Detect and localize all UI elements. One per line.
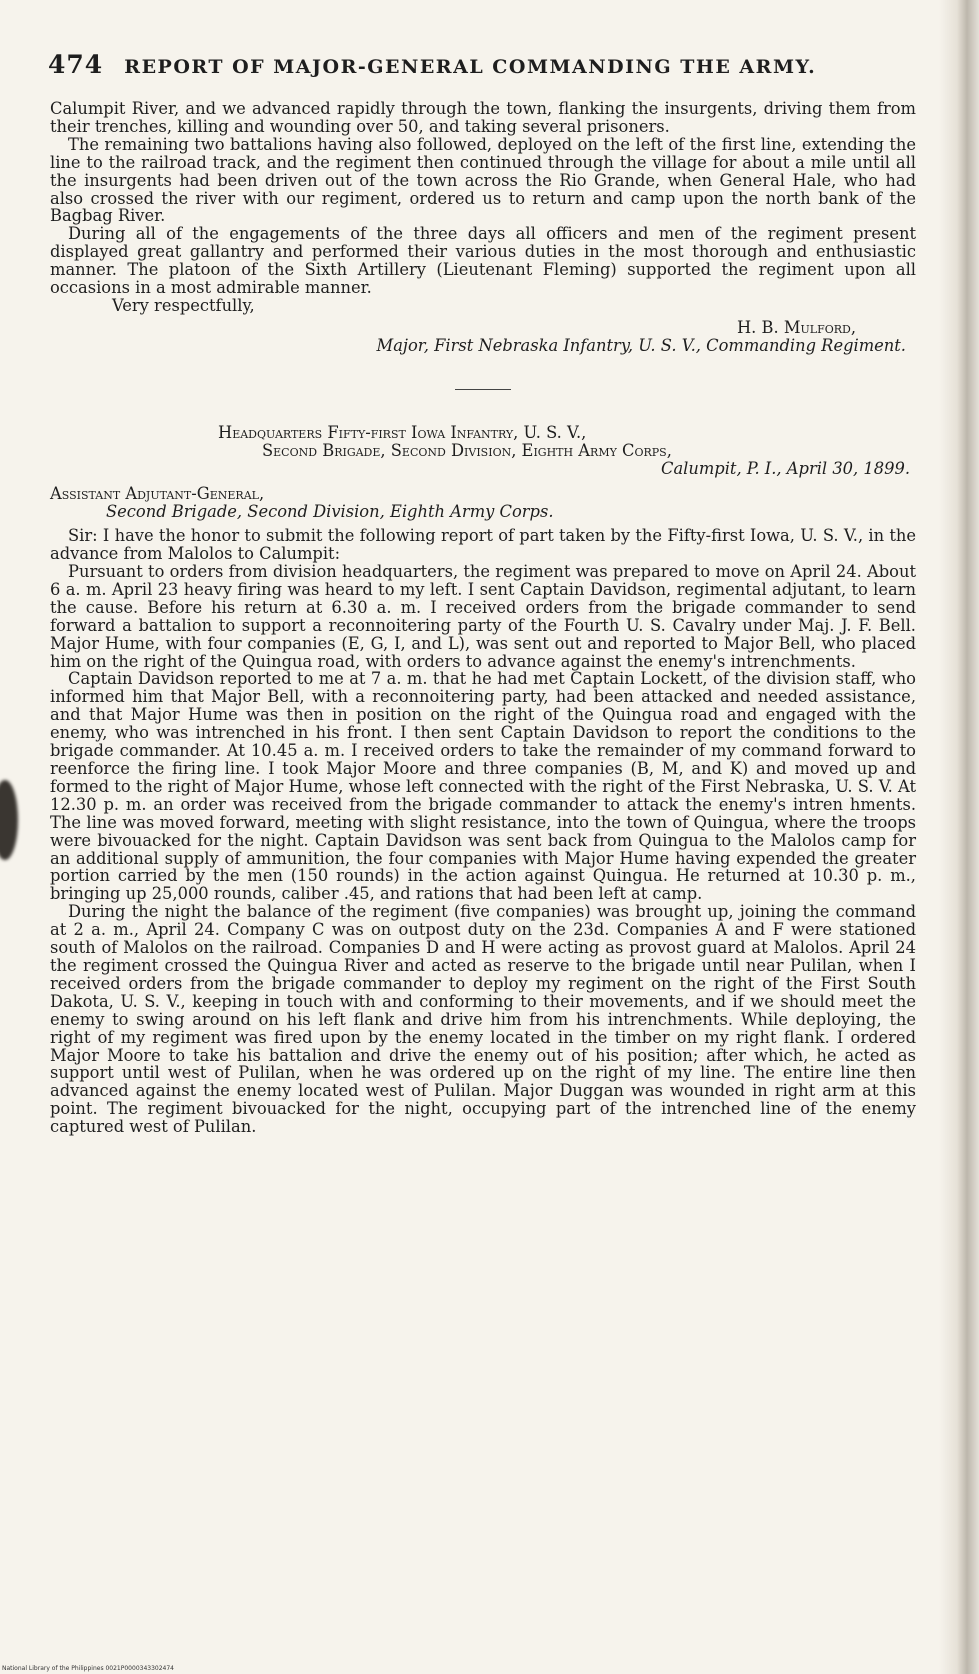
section-divider — [455, 389, 511, 390]
report2-paragraph: Captain Davidson reported to me at 7 a. m. that he had met Captain Lockett, of the division staff, who informed him that Major Bell, with a reconnoitering party, had been attacked and needed assistance, and that Major Hume was then in position on the right of the Quingua road and engaged with the enemy, who was intrenched in his front. I then sent Captain Davidson to report the conditions to the brigade commander. At 10.45 a. m. I received orders to take the remainder of my command forward to reenforce the firing line. I took Major Moore and three companies (B, M, and K) and moved up and formed to the right of Major Hume, whose left connected with the right of the First Nebraska, U. S. V. At 12.30 p. m. an order was received from the brigade commander to attack the enemy's intren hments. The line was moved forward, meeting with slight resistance, into the town of Quingua, where the troops were bivouacked for the night. Captain Davidson was sent back from Quingua to the Malolos camp for an additional supply of ammunition, the four companies with Major Hume having expended the greater portion carried by the men (150 rounds) in the action against Quingua. He returned at 10.30 p. m., bringing up 25,000 rounds, caliber .45, and rations that had been left at camp. — [50, 669, 916, 904]
scan-blemish — [0, 780, 18, 860]
report2-heading-line1: Headquarters Fifty-first Iowa Infantry, U. S. V., — [218, 422, 587, 442]
report1-closing: Very respectfully, — [112, 295, 255, 315]
report2-paragraph: Sir: I have the honor to submit the following report of part taken by the Fifty-first Iowa, U. S. V., in the advance from Malolos to Calumpit: — [50, 526, 916, 564]
report1-signature-title: Major, First Nebraska Infantry, U. S. V., Commanding Regiment. — [376, 335, 906, 355]
report2-addressee-sub: Second Brigade, Second Division, Eighth Army Corps. — [106, 502, 554, 522]
report1-signature-name: H. B. Mulford, — [736, 317, 856, 337]
page-number: 474 — [48, 50, 104, 79]
page-header — [48, 50, 888, 79]
report2-paragraph: During the night the balance of the regiment (five companies) was brought up, joining the command at 2 a. m., April 24. Company C was on outpost duty on the 23d. Companies A and F were stationed south of Malolos on the railroad. Companies D and H were acting as provost guard at Malolos. April 24 the regiment crossed the Quingua River and acted as reserve to the brigade until near Pulilan, when I received orders from the brigade commander to deploy my regiment on the right of the First South Dakota, U. S. V., keeping in touch with and conforming to their movements, and if we should meet the enemy to swing around on his left flank and drive him from his intrenchments. While deploying, the right of my regiment was fired upon by the enemy located in the timber on my right flank. I ordered Major Moore to take his battalion and drive the enemy out of his position; after which, he acted as support until west of Pulilan, when he was ordered up on the right of my line. The entire line then advanced against the enemy located west of Pulilan. Major Duggan was wounded in right arm at this point. The regiment bivouacked for the night, occupying part of the intrenched line of the enemy captured west of Pulilan. — [50, 902, 916, 1137]
report1-paragraph: The remaining two battalions having also followed, deployed on the left of the first line, extending the line to the railroad track, and the regiment then continued through the village for about a mile until all the insurgents had been driven out of the town across the Rio Grande, when General Hale, who had also crossed the river with our regiment, ordered us to return and camp upon the north bank of the Bagbag River. — [50, 134, 916, 226]
report2-paragraph: Pursuant to orders from division headquarters, the regiment was prepared to move on April 24. About 6 a. m. April 23 heavy firing was heard to my left. I sent Captain Davidson, regimental adjutant, to learn the cause. Before his return at 6.30 a. m. I received orders from the brigade commander to send forward a battalion to support a reconnoitering party of the Fourth U. S. Cavalry under Maj. J. F. Bell. Major Hume, with four companies (E, G, I, and L), was sent out and reported to Major Bell, who placed him on the right of the Quingua road, with orders to advance against the enemy's intrenchments. — [50, 562, 916, 671]
report2-heading-line2: Second Brigade, Second Division, Eighth Army Corps, — [262, 440, 672, 460]
running-title: REPORT OF MAJOR-GENERAL COMMANDING THE ARMY. — [124, 56, 817, 78]
report2-addressee: Assistant Adjutant-General, — [50, 484, 265, 504]
page-body — [50, 100, 916, 1136]
report1-paragraph: During all of the engagements of the three days all officers and men of the regiment present displayed great gallantry and performed their various duties in the most thorough and enthusiastic manner. The platoon of the Sixth Artillery (Lieutenant Fleming) supported the regiment upon all occasions in a most admirable manner. — [50, 224, 916, 298]
report1-paragraph: Calumpit River, and we advanced rapidly through the town, flanking the insurgents, driving them from their trenches, killing and wounding over 50, and taking several prisoners. — [50, 99, 916, 136]
scan-credit: National Library of the Philippines 0021P0000343302474 — [2, 1665, 174, 1672]
report2-heading-dateline: Calumpit, P. I., April 30, 1899. — [660, 458, 910, 478]
page-gutter-shadow — [939, 0, 979, 1674]
